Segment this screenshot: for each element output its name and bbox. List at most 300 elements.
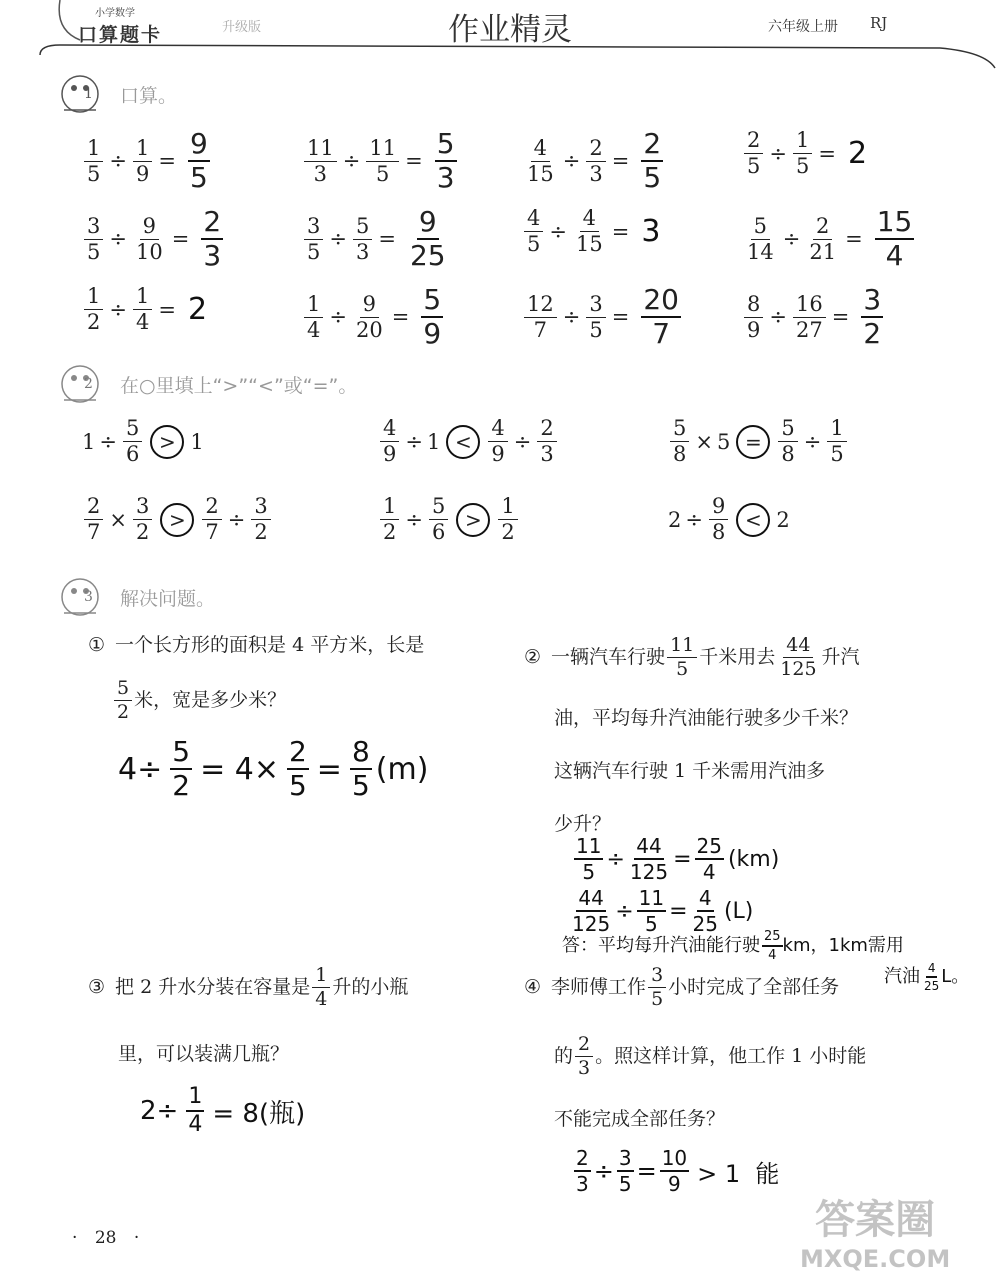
compare-item: [668, 418, 849, 465]
compare-fraction-num: 3: [133, 496, 152, 520]
problem-2-line1-mid: 千米用去: [699, 646, 776, 669]
p4-work-f2-num: 3: [618, 1146, 632, 1170]
p1-work-f2-num: 2: [288, 735, 307, 768]
divide-sign: ÷: [109, 297, 127, 322]
p4-work-f2-den: 5: [618, 1172, 632, 1196]
calc-item: [742, 130, 868, 177]
compare-fraction-den: 8: [781, 442, 795, 466]
calc-operand-a-den: 4: [307, 317, 321, 342]
calc-item: [82, 127, 210, 194]
section2-grid: [82, 418, 982, 558]
section2-title: 在○里填上“>”“<”或“=”。: [120, 374, 358, 397]
compare-fraction: [827, 418, 846, 465]
compare-item: [82, 496, 273, 543]
equals-sign: =: [818, 141, 836, 166]
p2-w2-f3-num: 4: [698, 886, 712, 910]
p2-answer-frac-num: 25: [762, 930, 783, 947]
calc-operand-b: [793, 130, 812, 177]
calc-operand-b-den: 3: [355, 239, 370, 264]
p2-frac1-num: 11: [667, 636, 697, 658]
p2-w2-op: ÷: [615, 898, 634, 924]
p2-w2-unit: (L): [723, 898, 754, 924]
problem-1-mark: ①: [88, 634, 106, 656]
problem-2-line1-pre: 一辆汽车行驶: [551, 646, 666, 669]
p4-work-f1-num: 2: [576, 1146, 589, 1170]
p1-frac-den: 2: [117, 700, 130, 723]
compare-item: [82, 418, 204, 465]
p1-work-f3-num: 8: [351, 735, 370, 768]
p3-work-t1: 2÷: [140, 1096, 179, 1126]
divide-sign: ÷: [549, 219, 567, 244]
compare-fraction-den: 2: [254, 520, 268, 544]
p2-frac1-den: 5: [676, 658, 689, 680]
p2-frac2-num: 44: [783, 636, 813, 658]
problem-4: [524, 966, 994, 1131]
problem-4-work: [574, 1148, 779, 1194]
calc-answer: [188, 127, 210, 194]
compare-number: 2: [776, 507, 790, 532]
problem-3: [88, 966, 508, 1066]
version-label: RJ: [870, 14, 888, 32]
problem-4-line2-pre: 的: [554, 1045, 574, 1068]
compare-item: [378, 496, 520, 543]
calc-answer-den: 2: [863, 317, 882, 350]
calc-operand-a: [304, 291, 323, 342]
equals-sign: =: [845, 227, 863, 251]
compare-fraction-num: 1: [827, 418, 846, 442]
compare-number: 1: [426, 429, 441, 454]
calc-operand-a: [524, 291, 557, 342]
compare-fraction: [84, 496, 103, 543]
calc-operand-b-num: 1: [133, 138, 152, 162]
calc-answer-num: 15: [876, 205, 913, 238]
operator-sign: ÷: [685, 507, 703, 532]
calc-answer: [875, 205, 915, 272]
compare-number: 2: [668, 507, 682, 532]
problem-3-work: [140, 1086, 305, 1136]
watermark: [800, 1188, 950, 1273]
compare-circle: >: [456, 503, 490, 537]
compare-fraction: [123, 418, 142, 465]
calc-operand-a-den: 15: [527, 161, 554, 186]
divide-sign: ÷: [342, 149, 361, 173]
calc-answer: [408, 205, 448, 272]
calc-operand-a-num: 4: [531, 138, 550, 162]
calc-operand-b-den: 27: [795, 317, 823, 342]
calc-answer-num: 5: [436, 127, 455, 160]
compare-fraction: [380, 496, 399, 543]
calc-item: [302, 283, 443, 350]
calc-answer-den: 25: [409, 239, 446, 272]
calc-answer-num: 9: [189, 127, 208, 160]
calc-answer-den: 4: [885, 239, 904, 272]
p4-work-op: ÷: [593, 1157, 614, 1185]
calc-operand-a-den: 5: [87, 239, 101, 264]
compare-number: 1: [190, 429, 204, 454]
compare-fraction: [488, 418, 507, 465]
calc-operand-b-den: 5: [376, 161, 390, 186]
operator-sign: ÷: [513, 429, 532, 454]
calc-operand-b-num: 3: [586, 294, 605, 318]
calc-answer-num: 5: [423, 283, 442, 316]
page-number-value: 28: [94, 1228, 117, 1248]
problem-1-line2: 米，宽是多少米？: [134, 688, 287, 711]
problem-2-line3: 这辆汽车行驶 1 千米需用汽油多: [554, 759, 826, 782]
p3-work-f1-num: 1: [186, 1086, 204, 1112]
divide-sign: ÷: [562, 305, 581, 329]
compare-fraction: [202, 496, 221, 543]
compare-circle: <: [446, 425, 480, 459]
calc-operand-a-den: 5: [87, 161, 101, 186]
p1-work-f3-den: 5: [351, 769, 370, 802]
calc-operand-b-num: 16: [793, 294, 826, 318]
equals-sign: =: [158, 297, 176, 322]
compare-fraction-den: 2: [135, 520, 150, 544]
calc-operand-b-den: 5: [589, 317, 603, 342]
p4-work-eq: =: [636, 1157, 657, 1185]
calc-operand-b-num: 9: [360, 294, 379, 318]
equals-sign: =: [611, 219, 630, 244]
calc-item: [522, 283, 681, 350]
calc-operand-a-num: 2: [744, 130, 763, 154]
calc-answer: [861, 283, 883, 350]
p4-work-f3-num: 10: [661, 1146, 688, 1170]
calc-operand-b-num: 9: [140, 216, 159, 240]
calc-operand-b-num: 4: [580, 208, 599, 232]
compare-fraction-den: 6: [431, 520, 446, 544]
problem-1-line1: 一个长方形的面积是 4 平方米，长是: [115, 634, 425, 656]
calc-operand-a-num: 4: [524, 208, 543, 232]
divide-sign: ÷: [109, 149, 127, 173]
watermark-url: MXQE.COM: [800, 1245, 951, 1273]
compare-item: [378, 418, 559, 465]
compare-item: [668, 496, 790, 543]
p3-frac-num: 1: [312, 966, 330, 988]
calc-operand-a: [744, 291, 763, 342]
calc-answer-den: 7: [652, 317, 671, 350]
divide-sign: ÷: [769, 305, 787, 329]
compare-fraction: [133, 496, 152, 543]
calc-operand-b-num: 2: [586, 138, 605, 162]
p4-frac2-num: 2: [575, 1035, 593, 1057]
operator-sign: ÷: [99, 429, 117, 454]
p4-work-f1-den: 3: [576, 1172, 589, 1196]
calc-operand-a-den: 7: [533, 317, 548, 342]
calc-item: [522, 208, 661, 255]
p2-answer-frac2-den: 25: [924, 979, 940, 993]
calc-operand-b: [586, 291, 605, 342]
calc-operand-a-den: 3: [313, 161, 328, 186]
calc-operand-a-num: 1: [84, 138, 103, 162]
problem-2-line4: 少升？: [554, 812, 612, 835]
calc-answer-num: 20: [643, 283, 679, 316]
calc-operand-a-num: 12: [524, 294, 557, 318]
calc-operand-b-den: 15: [575, 232, 603, 256]
owl-badge-icon: [58, 575, 102, 619]
equals-sign: =: [391, 305, 410, 329]
problem-4-line1-pre: 李师傅工作: [551, 976, 647, 999]
equals-sign: =: [158, 149, 176, 173]
calc-operand-a: [524, 135, 557, 186]
calc-operand-a-num: 3: [304, 216, 323, 240]
calc-answer: [641, 127, 663, 194]
calc-operand-a-den: 5: [307, 239, 321, 264]
calc-operand-a: [84, 213, 103, 264]
handwritten-title: 作业精灵: [448, 12, 572, 48]
compare-fraction: [498, 496, 517, 543]
compare-fraction: [778, 418, 797, 465]
section1-header: [58, 72, 177, 116]
calc-answer-den: 3: [436, 161, 455, 194]
calc-answer-num: 9: [418, 205, 437, 238]
calc-operand-b: [353, 291, 386, 342]
p2-w2-f1-den: 125: [572, 912, 611, 936]
operator-sign: ÷: [227, 507, 246, 532]
calc-operand-a: [524, 208, 543, 255]
section1-title: 口算。: [120, 84, 178, 107]
calc-operand-a-num: 8: [744, 294, 763, 318]
compare-fraction-den: 2: [383, 520, 397, 544]
problem-2-mark: ②: [524, 646, 542, 669]
compare-number: 5: [716, 429, 731, 454]
compare-fraction-num: 5: [670, 418, 689, 442]
calc-operand-b: [366, 135, 399, 186]
header: [0, 0, 1000, 70]
divide-sign: ÷: [329, 305, 347, 329]
compare-circle: >: [160, 503, 194, 537]
compare-fraction-den: 3: [540, 442, 554, 466]
calc-operand-a-num: 1: [84, 286, 103, 310]
calc-operand-a-den: 9: [747, 317, 761, 342]
equals-sign: =: [611, 305, 630, 329]
p2-w1-f1-den: 5: [582, 860, 596, 884]
section2-header: [58, 362, 357, 406]
compare-fraction-num: 1: [498, 496, 517, 520]
divide-sign: ÷: [329, 227, 347, 251]
compare-fraction: [251, 496, 270, 543]
calc-answer: [201, 205, 223, 272]
compare-number: 1: [82, 429, 96, 454]
problem-3-line1-post: 升的小瓶: [332, 976, 409, 999]
calc-operand-b: [133, 213, 166, 264]
calc-answer-den: 5: [189, 161, 208, 194]
problem-3-line2: 里，可以装满几瓶？: [118, 1043, 290, 1065]
calc-item: [82, 205, 223, 272]
logo-main: 口算题卡: [78, 24, 163, 46]
p2-w1-f3-den: 4: [702, 860, 716, 884]
problem-1-work: [118, 735, 429, 802]
calc-operand-b-den: 9: [135, 161, 150, 186]
operator-sign: ÷: [803, 429, 822, 454]
compare-fraction-num: 3: [251, 496, 270, 520]
calc-answer-num: 2: [203, 205, 222, 238]
calc-item: [82, 286, 208, 333]
p2-w1-f2-den: 125: [629, 860, 669, 884]
calc-item: [302, 127, 457, 194]
compare-fraction-den: 5: [830, 442, 844, 466]
section2-number: 2: [84, 376, 93, 392]
compare-fraction: [380, 418, 399, 465]
calc-operand-b: [133, 286, 152, 333]
compare-fraction: [709, 496, 728, 543]
calc-operand-b-den: 3: [589, 161, 603, 186]
compare-fraction-num: 5: [778, 418, 797, 442]
compare-circle: <: [736, 503, 770, 537]
calc-operand-b-den: 21: [809, 239, 837, 264]
watermark-cn: 答案圈: [815, 1197, 936, 1243]
p4-work-f3-den: 9: [668, 1172, 681, 1196]
operator-sign: ÷: [405, 429, 423, 454]
calc-answer: [435, 127, 457, 194]
p4-frac1-num: 3: [648, 966, 666, 988]
p4-frac2-den: 3: [578, 1057, 591, 1079]
compare-fraction-den: 9: [491, 442, 505, 466]
calc-item: [302, 205, 448, 272]
calc-operand-b: [573, 208, 606, 255]
problem-1: [88, 634, 488, 722]
p2-w2-f2-den: 5: [644, 912, 658, 936]
problem-4-line2-post: 。照这样计算，他工作 1 小时能: [595, 1045, 867, 1068]
problem-2-work1: [574, 836, 779, 882]
problem-2-line1-post: 升汽: [821, 646, 860, 669]
calc-operand-a-den: 5: [747, 154, 761, 178]
compare-fraction: [429, 496, 448, 543]
operator-sign: ×: [109, 507, 127, 532]
equals-sign: =: [378, 227, 396, 251]
calc-item: [522, 127, 663, 194]
calc-operand-a-num: 1: [304, 294, 323, 318]
compare-fraction-den: 9: [383, 442, 397, 466]
section3-number: 3: [84, 589, 93, 605]
calc-operand-b: [133, 135, 152, 186]
problem-2-work2: [570, 888, 753, 934]
p2-w2-f1-num: 44: [578, 886, 604, 910]
calc-item: [742, 283, 883, 350]
calc-operand-b-num: 1: [133, 286, 152, 310]
owl-badge-icon: [58, 362, 102, 406]
calc-answer: 2: [847, 136, 869, 171]
p2-frac2-den: 125: [780, 658, 817, 680]
p4-work-t: > 1 能: [697, 1159, 780, 1188]
p1-work-f2-den: 5: [288, 769, 307, 802]
p2-answer-a: 答：平均每升汽油能行驶: [562, 935, 760, 957]
compare-fraction-num: 2: [537, 418, 556, 442]
compare-fraction-num: 4: [488, 418, 507, 442]
divide-sign: ÷: [782, 227, 801, 251]
calc-operand-b-den: 10: [135, 239, 163, 264]
p2-answer-b: km，1km需用: [782, 935, 904, 957]
calc-operand-b: [806, 213, 839, 264]
p2-w1-f1-num: 11: [576, 834, 602, 858]
problem-3-mark: ③: [88, 976, 106, 999]
compare-fraction-num: 1: [380, 496, 399, 520]
calc-answer: 2: [187, 292, 209, 327]
p1-frac-num: 5: [114, 679, 132, 701]
section3-header: [58, 575, 215, 619]
calc-operand-a-den: 2: [87, 310, 101, 334]
calc-answer-den: 9: [423, 317, 442, 350]
problem-2-line2: 油，平均每升汽油能行驶多少千米？: [554, 707, 859, 729]
calc-operand-a-den: 5: [527, 232, 541, 256]
calc-operand-b: [793, 291, 826, 342]
calc-operand-b-num: 11: [366, 138, 399, 162]
calc-operand-a-num: 5: [751, 216, 770, 240]
divide-sign: ÷: [769, 141, 787, 166]
calc-operand-a: [744, 130, 763, 177]
calc-item: [742, 205, 914, 272]
problem-2: [524, 636, 994, 835]
section3-title: 解决问题。: [120, 587, 216, 610]
problem-3-line1-pre: 把 2 升水分装在容量是: [115, 976, 311, 999]
p2-answer-frac-den: 4: [768, 948, 777, 963]
compare-fraction: [670, 418, 689, 465]
calc-operand-a: [84, 135, 103, 186]
section1-number: 1: [84, 86, 93, 102]
calc-operand-a: [304, 213, 323, 264]
p4-frac1-den: 5: [651, 988, 664, 1010]
divide-sign: ÷: [109, 227, 127, 251]
problem-4-line3: 不能完成全部任务？: [554, 1108, 726, 1130]
p2-answer-c: 汽油: [884, 966, 920, 988]
compare-fraction: [537, 418, 556, 465]
equals-sign: =: [611, 149, 630, 173]
compare-fraction-num: 5: [123, 418, 142, 442]
equals-sign: =: [171, 227, 190, 251]
calc-operand-a-num: 3: [84, 216, 103, 240]
p2-w1-unit: (km): [727, 846, 780, 872]
p3-work-t2: = 8(瓶): [212, 1098, 306, 1129]
section1-grid: [82, 127, 982, 350]
compare-fraction-num: 2: [84, 496, 103, 520]
calc-answer: [421, 283, 443, 350]
compare-fraction-den: 7: [87, 520, 101, 544]
grade-label: 六年级上册: [768, 19, 838, 35]
p2-w1-eq: =: [673, 846, 692, 872]
p1-work-f1-den: 2: [172, 769, 191, 802]
compare-fraction-num: 5: [429, 496, 448, 520]
calc-operand-a-den: 14: [747, 239, 774, 264]
compare-circle: >: [150, 425, 184, 459]
p2-answer-d: L。: [941, 966, 970, 988]
calc-answer-den: 5: [643, 161, 662, 194]
calc-answer-num: 3: [863, 283, 882, 316]
logo-small: 小学数学: [95, 8, 135, 19]
p2-w1-op: ÷: [606, 846, 625, 872]
p2-w1-f2-num: 44: [636, 834, 662, 858]
calc-operand-b-num: 2: [813, 216, 832, 240]
calc-operand-b-num: 1: [793, 130, 812, 154]
p2-w2-f3-den: 25: [692, 912, 718, 936]
p2-w2-f2-num: 11: [638, 886, 665, 910]
problem-4-mark: ④: [524, 976, 542, 999]
calc-operand-b: [586, 135, 605, 186]
p3-work-f1-den: 4: [188, 1112, 203, 1137]
operator-sign: ×: [695, 429, 713, 454]
calc-operand-a: [304, 135, 337, 186]
calc-operand-b-den: 5: [795, 154, 810, 178]
p1-work-f1-num: 5: [172, 735, 191, 768]
p1-work-t2: = 4×: [200, 751, 279, 787]
calc-operand-b-den: 20: [355, 317, 383, 342]
p2-answer-frac2-num: 4: [926, 962, 938, 978]
compare-fraction-den: 8: [711, 520, 726, 544]
compare-fraction-den: 2: [501, 520, 515, 544]
compare-fraction-num: 4: [380, 418, 399, 442]
p1-work-t4: (m): [375, 751, 429, 787]
calc-operand-a: [84, 286, 103, 333]
compare-fraction-num: 2: [202, 496, 221, 520]
p1-work-t1: 4÷: [118, 751, 163, 787]
